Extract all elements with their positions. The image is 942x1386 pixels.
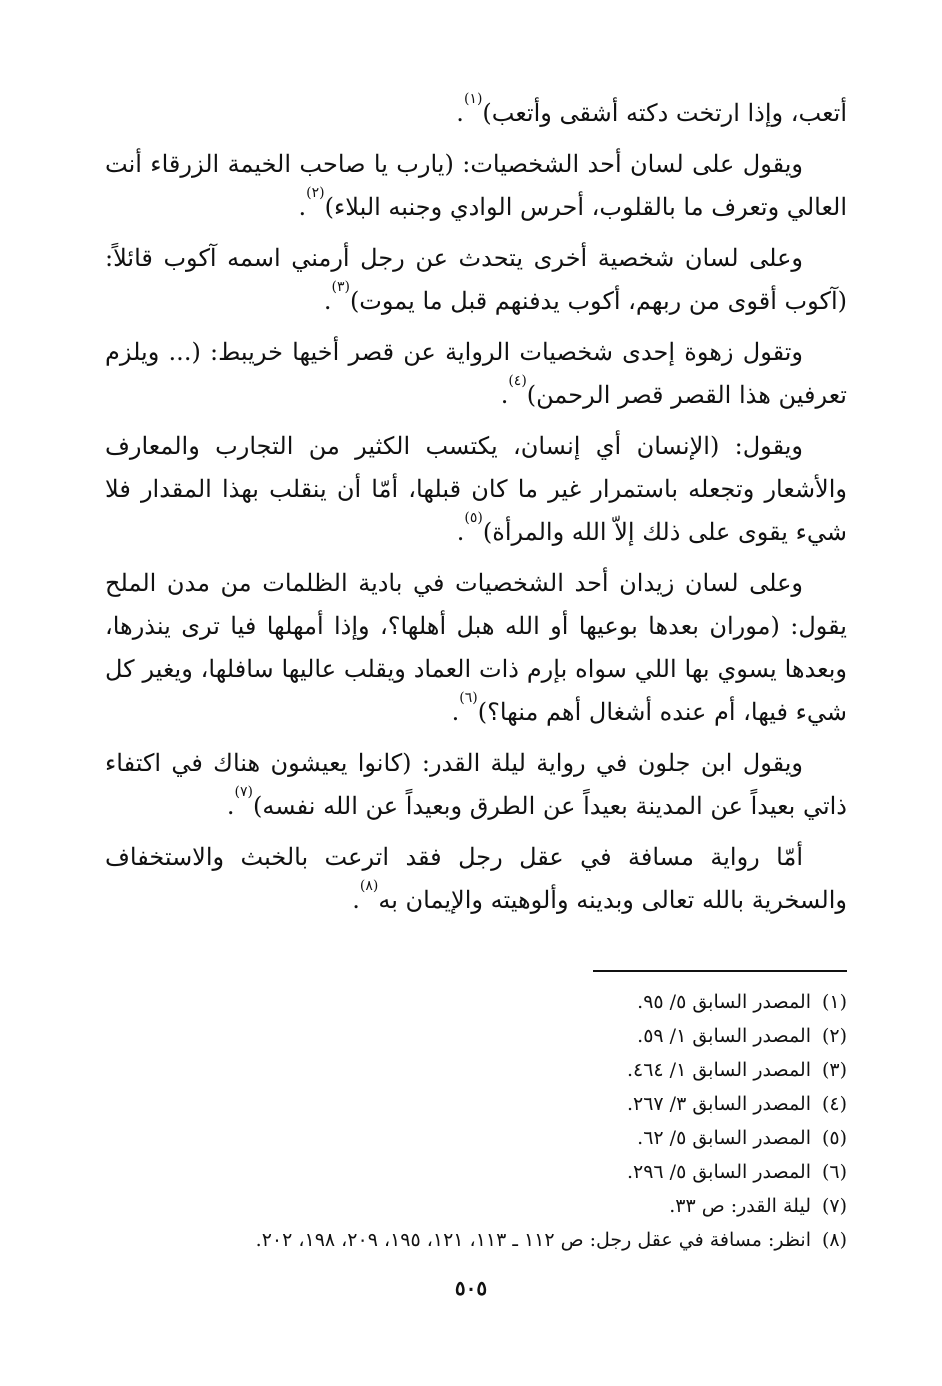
footnote-text: المصدر السابق ٣/ ٢٦٧. (626, 1093, 811, 1115)
paragraph: وتقول زهوة إحدى شخصيات الرواية عن قصر أخيها خريبط: (... ويلزم تعرفين هذا القصر قصر الرحمن)$^{(٤)}$. (105, 338, 847, 409)
footnote (105, 1053, 847, 1087)
footnote-ref[interactable]: (٣) (331, 279, 350, 295)
footnote-ref[interactable]: (٢) (306, 185, 325, 201)
paragraph: ويقول: (الإنسان أي إنسان، يكتسب الكثير من التجارب والمعارف والأشعار وتجعله باستمرار غير ما كان قبلها، أمّا أن ينقلب بهذا المقدار فلا شيء يقوى على ذلك إلاّ الله والمرأة)$^{(٥)}$. (105, 432, 847, 546)
footnote-number: (٦) (821, 1161, 847, 1183)
footnote-text: انظر: مسافة في عقل رجل: ص ١١٢ ـ ١١٣، ١٢١، ١٩٥، ٢٠٩، ١٩٨، ٢٠٢. (255, 1229, 811, 1251)
footnote-text: المصدر السابق ٥/ ٩٥. (637, 991, 811, 1013)
footnote-number: (٢) (821, 1025, 847, 1047)
footnote (105, 1223, 847, 1257)
paragraph: وعلى لسان زيدان أحد الشخصيات في بادية الظلمات من مدن الملح يقول: (موران بعدها بوعيها أو الله هبل أهلها؟، وإذا أمهلها فيا ترى ينذرها، وبعدها يسوي بها اللي سواه بإرم ذات العماد ويقلب عاليها سافلها، ويغير كل شيء فيها، أم عنده أشغال أهم منها؟)$^{(٦)}$. (105, 569, 847, 726)
footnote-text: المصدر السابق ٥/ ٦٢. (637, 1127, 811, 1149)
footnote (105, 1019, 847, 1053)
footnote-ref[interactable]: (٧) (234, 784, 253, 800)
footnote-number: (٨) (821, 1229, 847, 1251)
paragraph: ويقول ابن جلون في رواية ليلة القدر: (كانوا يعيشون هناك في اكتفاء ذاتي بعيداً عن المدينة بعيداً عن الطرق وبعيداً عن الله نفسه)$^{(٧)}$. (105, 749, 847, 820)
paragraph: أتعب، وإذا ارتخت دكته أشقى وأتعب)$^{(١)}$. (456, 91, 847, 127)
paragraph: أمّا رواية مسافة في عقل رجل فقد اترعت بالخبث والاستخفاف والسخرية بالله تعالى وبدينه وألوهيته والإيمان به$^{(٨)}$. (105, 843, 847, 914)
paragraph: وعلى لسان شخصية أخرى يتحدث عن رجل أرمني اسمه آكوب قائلاً: (آكوب أقوى من ربهم، أكوب يدفنهم قبل ما يموت)$^{(٣)}$. (105, 244, 847, 315)
footnote (105, 1155, 847, 1189)
page-number: ٥٠٥ (454, 1276, 488, 1300)
footnote-ref[interactable]: (٤) (508, 373, 527, 389)
footnotes (105, 985, 847, 1257)
footnote (105, 1189, 847, 1223)
footnote (105, 1121, 847, 1155)
footnote-ref[interactable]: (٨) (359, 878, 379, 894)
footnote-text: المصدر السابق ١/ ٤٦٤. (626, 1059, 811, 1081)
paragraph: ويقول على لسان أحد الشخصيات: (يارب يا صاحب الخيمة الزرقاء أنت العالي وتعرف ما بالقلوب، أحرس الوادي وجنبه البلاء)$^{(٢)}$. (105, 150, 847, 221)
footnote-number: (١) (821, 991, 847, 1013)
footnote (105, 1087, 847, 1121)
footnote-number: (٤) (821, 1093, 847, 1115)
footnote-text: ليلة القدر: ص ٣٣. (669, 1195, 811, 1217)
footnote-number: (٥) (821, 1127, 847, 1149)
footnote-divider (593, 970, 847, 972)
footnote (105, 985, 847, 1019)
footnote-number: (٣) (821, 1059, 847, 1081)
footnote-text: المصدر السابق ١/ ٥٩. (637, 1025, 811, 1047)
footnote-number: (٧) (821, 1195, 847, 1217)
footnote-text: المصدر السابق ٥/ ٢٩٦. (626, 1161, 811, 1183)
main-text (105, 92, 847, 930)
footnote-ref[interactable]: (٥) (464, 510, 483, 526)
footnote-ref[interactable]: (١) (463, 91, 483, 107)
footnote-ref[interactable]: (٦) (459, 690, 478, 706)
